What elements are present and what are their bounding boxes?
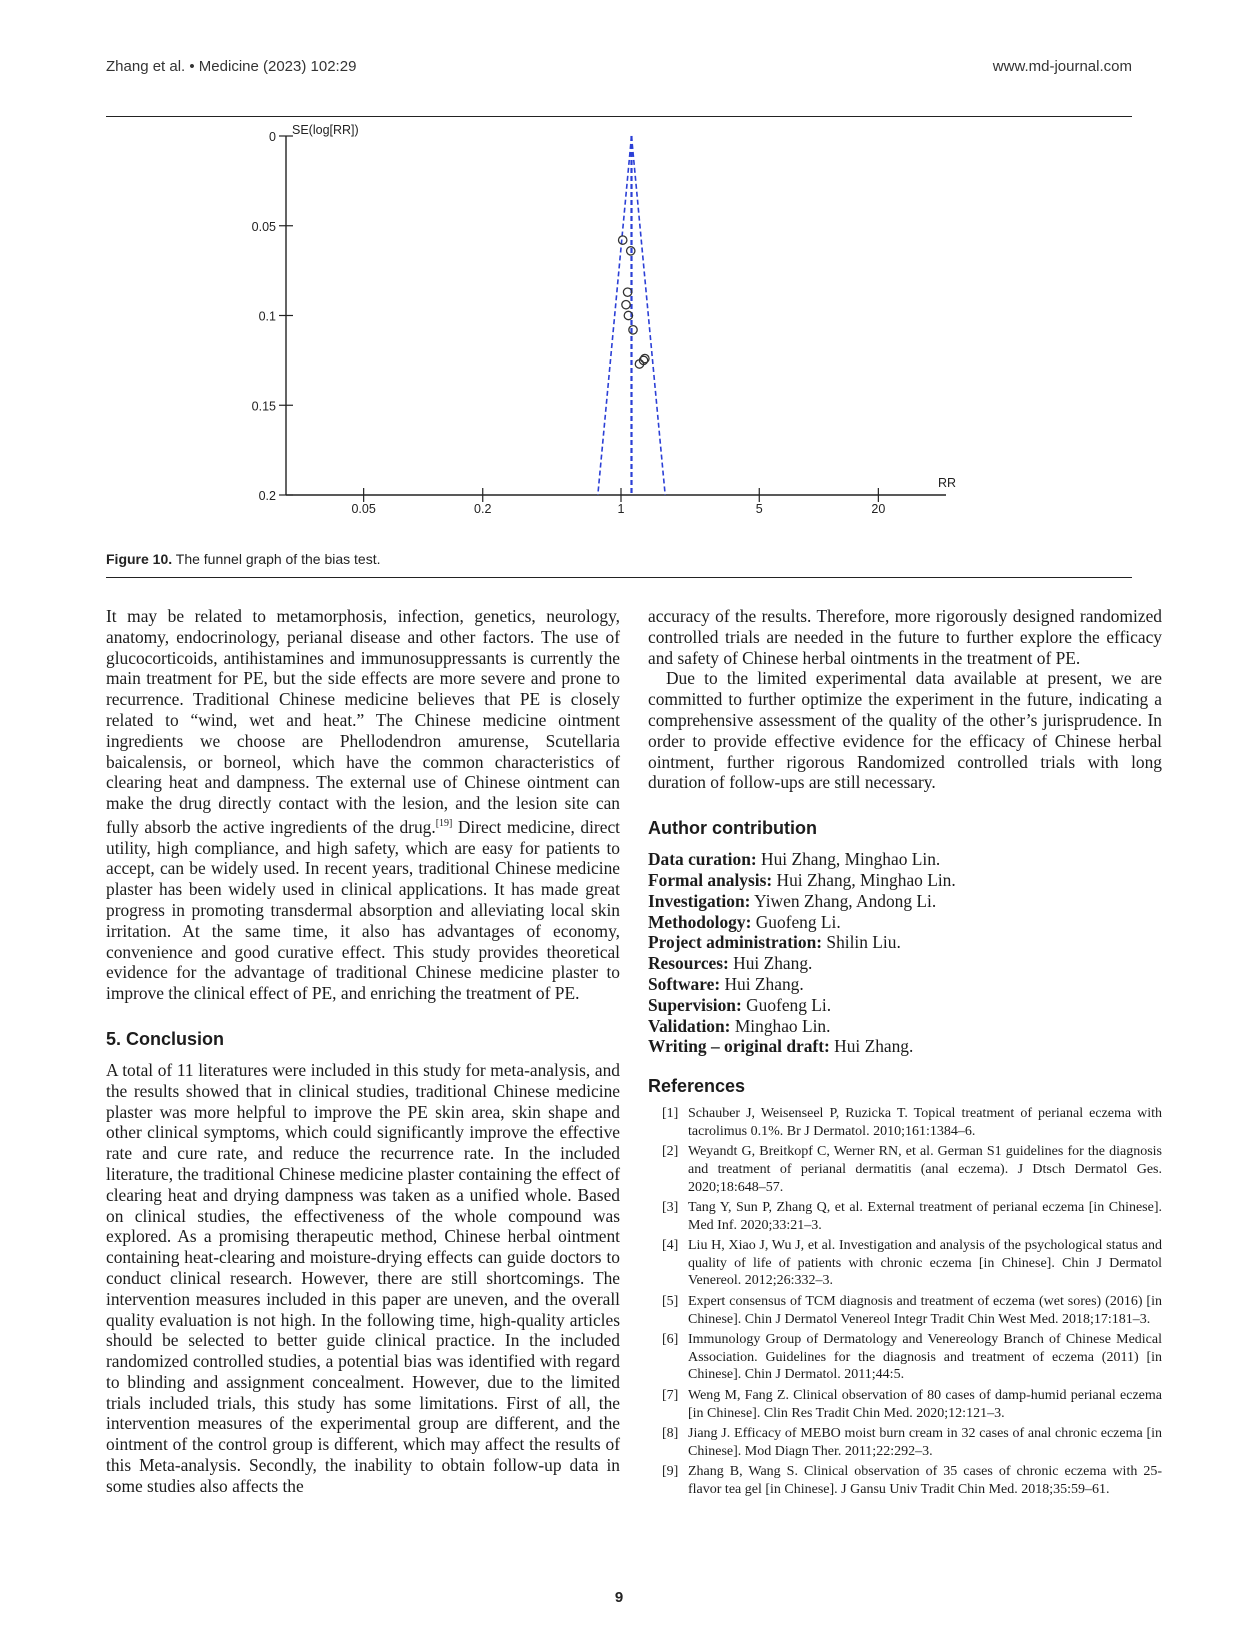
journal-url[interactable]: www.md-journal.com	[992, 58, 1132, 75]
reference-text: Zhang B, Wang S. Clinical observation of 35 cases of chronic eczema with 25-flavor tea gel [in Chinese]. J Gansu Univ Tradit Chin Med. 2018;35:59–61.	[688, 1464, 1162, 1498]
contribution-role: Project administration:	[648, 932, 823, 953]
contribution-role: Validation:	[648, 1015, 731, 1036]
contribution-item	[648, 1016, 1162, 1037]
conclusion-paragraph: A total of 11 literatures were included in this study for meta-analysis, and the results showed that in clinical studies, traditional Chinese medicine plaster was more helpful to improve the PE skin area, skin shape and other clinical symptoms, which could significantly improve the effective rate and cure rate, and reduce the recurrence rate. In the included literature, the traditional Chinese medicine plaster containing the effect of clearing heat and drying dampness was taken as a unified whole. Based on clinical studies, the effectiveness of the whole compound was explored. As a promising therapeutic method, Chinese herbal ointment containing heat-clearing and moisture-drying effects can guide doctors to conduct clinical research. However, there are still shortcomings. The intervention measures included in this paper are uneven, and the overall quality evaluation is not high. In the following time, high-quality articles should be selected to better guide clinical practice. In the included randomized controlled studies, a potential bias was identified with regard to blinding and assignment concealment. However, due to the limited trials included trials, this study has some limitations. First of all, the intervention measures of the experimental group are different, and the ointment of the control group is different, which may affect the results of this Meta-analysis. Secondly, the inability to obtain follow-up data in some studies also affects the	[106, 1059, 620, 1496]
funnel-figure	[106, 118, 1132, 568]
discussion-paragraph	[106, 606, 620, 1004]
contribution-item	[648, 932, 1162, 953]
study-point	[622, 301, 630, 309]
continued-paragraph: accuracy of the results. Therefore, more rigorously designed randomized controlled trials are needed in the future to further explore the efficacy and safety of Chinese herbal ointments in the treatment of PE.	[648, 606, 1162, 668]
reference-text: Expert consensus of TCM diagnosis and treatment of eczema (wet sores) (2016) [in Chinese]. Chin J Dermatol Venereol Integr Tradit Chin West Med. 2018;17:181–3.	[688, 1294, 1162, 1327]
contribution-item	[648, 953, 1162, 974]
running-header	[106, 58, 1132, 80]
contribution-item	[648, 995, 1162, 1016]
right-column	[648, 606, 1162, 1502]
contribution-role: Methodology:	[648, 911, 752, 932]
contribution-names: Minghao Lin.	[730, 1015, 831, 1036]
reference-text: Weng M, Fang Z. Clinical observation of 80 cases of damp-humid perianal eczema [in Chinese]. Clin Res Tradit Chin Med. 2020;12:121–3.	[688, 1388, 1162, 1421]
reference-item	[648, 1331, 1162, 1384]
figure-bottom-rule	[106, 577, 1132, 578]
study-point	[629, 326, 637, 334]
reference-item	[648, 1425, 1162, 1460]
contribution-role: Resources:	[648, 953, 729, 974]
funnel-left-limit	[598, 136, 632, 495]
contribution-names: Hui Zhang.	[829, 1036, 914, 1057]
contribution-item	[648, 912, 1162, 933]
contribution-item	[648, 870, 1162, 891]
reference-item	[648, 1199, 1162, 1234]
caption-text: The funnel graph of the bias test.	[175, 551, 381, 567]
contribution-names: Guofeng Li.	[741, 994, 832, 1015]
y-tick-label: 0.05	[251, 219, 276, 234]
reference-item	[648, 1143, 1162, 1196]
y-tick-label: 0.1	[258, 309, 276, 324]
caption-label: Figure 10.	[106, 551, 173, 567]
reference-item	[648, 1387, 1162, 1422]
contribution-names: Hui Zhang.	[728, 953, 813, 974]
reference-text: Jiang J. Efficacy of MEBO moist burn cream in 32 cases of anal chronic eczema [in Chinese]. Mod Diagn Ther. 2011;22:292–3.	[688, 1426, 1162, 1459]
discussion-text: It may be related to metamorphosis, infection, genetics, neurology, anatomy, endocrinology, perianal disease and other factors. The use of glucocorticoids, antihistamines and immunosuppressants is currently the main treatment for PE, but the side effects are more severe and prone to recurrence. Traditional Chinese medicine believes that PE is closely related to “wind, wet and heat.” The Chinese medicine ointment ingredients we choose are Phellodendron amurense, Scutellaria baicalensis, or borneol, which have the common characteristics of clearing heat and dampness. The external use of Chinese ointment can make the drug directly contact with the lesion, and the lesion site can fully absorb the active ingredients of the drug.	[106, 606, 620, 837]
reference-text: Tang Y, Sun P, Zhang Q, et al. External treatment of perianal eczema [in Chinese]. Med Inf. 2020;33:21–3.	[688, 1200, 1162, 1233]
contribution-role: Formal analysis:	[648, 869, 773, 890]
contribution-names: Hui Zhang.	[720, 973, 804, 994]
funnel-right-limit	[631, 136, 665, 495]
contribution-item	[648, 974, 1162, 995]
y-axis-title: SE(log[RR])	[292, 123, 359, 137]
contribution-role: Investigation:	[648, 890, 751, 911]
references-heading: References	[648, 1076, 746, 1097]
discussion-text-cont: Direct medicine, direct utility, high compliance, and high safety, which are easy for patients to accept, can be widely used. In recent years, traditional Chinese medicine plaster has been widely used in clinical applications. It has made great progress in promoting transdermal absorption and alleviating local skin irritation. At the same time, it also has advantages of economy, convenience and good curative effect. This study provides theoretical evidence for the advantage of traditional Chinese medicine plaster to improve the clinical effect of PE, and enriching the treatment of PE.	[106, 816, 620, 1004]
contribution-list	[648, 849, 1162, 1057]
reference-text: Schauber J, Weisenseel P, Ruzicka T. Topical treatment of perianal eczema with tacrolimus 0.1%. Br J Dermatol. 2010;161:1384–6.	[688, 1106, 1162, 1139]
contribution-role: Supervision:	[648, 994, 742, 1015]
conclusion-heading: 5. Conclusion	[106, 1028, 225, 1049]
reference-item	[648, 1237, 1162, 1290]
reference-text: Liu H, Xiao J, Wu J, et al. Investigation and analysis of the psychological status and quality of life of patients with chronic eczema [in Chinese]. Chin J Dermatol Venereol. 2012;26:332–3.	[688, 1238, 1162, 1289]
journal-citation: Zhang et al. • Medicine (2023) 102:29	[106, 58, 357, 75]
author-contribution-heading: Author contribution	[648, 818, 817, 839]
contribution-item	[648, 849, 1162, 870]
page-number: 9	[614, 1589, 624, 1606]
contribution-item	[648, 891, 1162, 912]
reference-text: Weyandt G, Breitkopf C, Werner RN, et al. German S1 guidelines for the diagnosis and treatment of perianal dermatitis (anal eczema). J Dtsch Dermatol Ges. 2020;18:648–57.	[688, 1144, 1162, 1195]
reference-number: [1]	[662, 1106, 679, 1122]
x-tick-label: 1	[617, 502, 625, 516]
contribution-item	[648, 1036, 1162, 1057]
top-rule	[106, 116, 1132, 117]
left-column	[106, 606, 620, 1497]
reference-item	[648, 1105, 1162, 1140]
reference-number: [9]	[662, 1464, 679, 1480]
contribution-role: Software:	[648, 973, 721, 994]
contribution-names: Yiwen Zhang, Andong Li.	[750, 890, 937, 911]
contribution-names: Shilin Liu.	[822, 932, 901, 953]
reference-text: Immunology Group of Dermatology and Venereology Branch of Chinese Medical Association. Guidelines for the diagnosis and treatment of eczema (2011) [in Chinese]. Chin J Dermatol. 2011;44:5.	[688, 1332, 1162, 1383]
reference-item	[648, 1293, 1162, 1328]
y-tick-label: 0.2	[258, 489, 276, 503]
y-tick-label: 0	[269, 130, 276, 144]
funnel-plot	[106, 118, 1132, 548]
x-tick-label: 20	[871, 502, 886, 516]
citation-19[interactable]: [19]	[435, 817, 453, 829]
x-tick-label: 5	[755, 502, 763, 516]
x-axis-title: RR	[938, 476, 957, 490]
y-tick-label: 0.15	[251, 399, 276, 414]
x-tick-label: 0.2	[474, 502, 492, 516]
reference-number: [7]	[662, 1388, 679, 1404]
reference-number: [4]	[662, 1238, 679, 1254]
future-work-paragraph: Due to the limited experimental data available at present, we are committed to further optimize the experiment in the future, indicating a comprehensive assessment of the quality of the other’s jurisprudence. In order to provide effective evidence for the efficacy of Chinese herbal ointment, further rigorous Randomized controlled trials with long duration of follow-ups are still necessary.	[648, 668, 1162, 793]
contribution-names: Guofeng Li.	[751, 911, 841, 932]
contribution-names: Hui Zhang, Minghao Lin.	[772, 869, 956, 890]
reference-number: [2]	[662, 1144, 679, 1160]
reference-number: [8]	[662, 1426, 679, 1442]
x-tick-label: 0.05	[351, 502, 376, 516]
study-point	[619, 236, 627, 244]
contribution-role: Data curation:	[648, 849, 757, 870]
reference-number: [3]	[662, 1200, 679, 1216]
figure-caption	[106, 551, 380, 567]
contribution-names: Hui Zhang, Minghao Lin.	[756, 849, 941, 870]
reference-number: [5]	[662, 1294, 679, 1310]
contribution-role: Writing – original draft:	[648, 1036, 830, 1057]
reference-item	[648, 1463, 1162, 1498]
reference-number: [6]	[662, 1332, 679, 1348]
reference-list	[648, 1105, 1162, 1498]
